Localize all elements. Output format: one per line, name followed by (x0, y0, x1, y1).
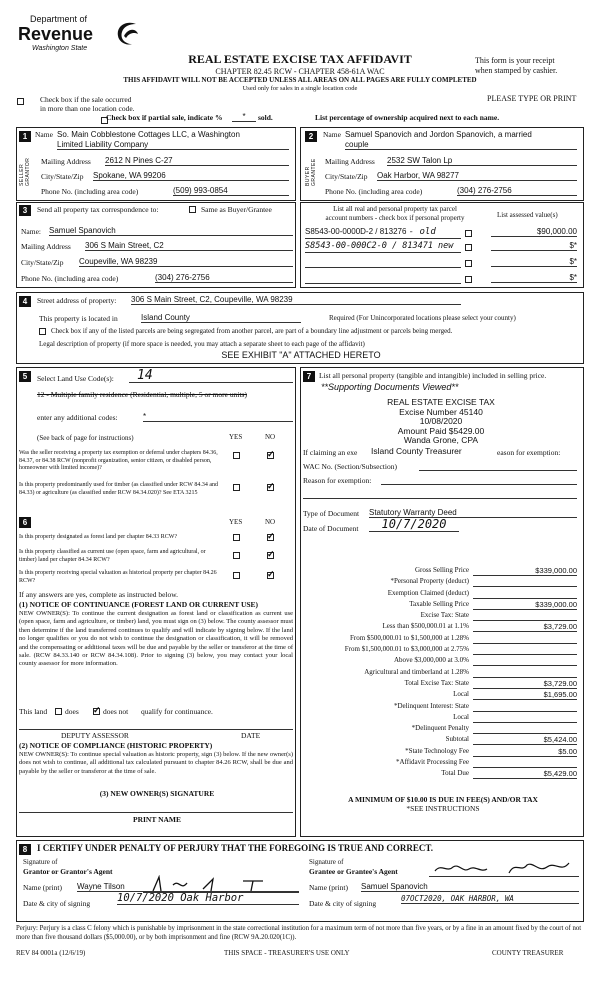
parcel-4-field[interactable] (305, 273, 461, 284)
section-7 (300, 367, 584, 837)
qualify-label: qualify for continuance. (141, 707, 213, 716)
reason-field-2[interactable] (303, 498, 577, 499)
seller-phone-field[interactable]: (509) 993-0854 (173, 186, 289, 196)
parcel-1-value[interactable]: $90,000.00 (491, 227, 577, 237)
multi-location-line2: in more than one location code. (40, 104, 135, 113)
parcels-header-2: account numbers - check box if personal property (325, 214, 465, 222)
parcel-3-value[interactable]: $* (491, 257, 577, 267)
tax-row (301, 589, 585, 600)
corr-mailing-field[interactable]: 306 S Main Street, C2 (85, 241, 293, 251)
parcel-4-personal-checkbox[interactable] (465, 276, 472, 283)
deputy-label: DEPUTY ASSESSOR (61, 731, 129, 740)
dept-line3: Washington State (32, 45, 88, 52)
supporting-docs-note: **Supporting Documents Viewed** (321, 382, 459, 392)
tax-row (301, 690, 585, 701)
doc-type-label: Type of Document (303, 509, 360, 518)
correspondence-section (16, 202, 296, 288)
multi-location-line1: Check box if the sale occurred (40, 95, 132, 104)
parcel-2-value[interactable]: $* (491, 241, 577, 251)
s6-q1-yes-checkbox[interactable] (233, 534, 240, 541)
tax-row-value[interactable] (473, 611, 577, 621)
seller-name-line1[interactable]: So. Main Cobblestone Cottages LLC, a Washington (57, 130, 240, 139)
section-7-number: 7 (303, 371, 315, 382)
assessed-header: List assessed value(s) (497, 211, 558, 219)
land-use-q1: Was the seller receiving a property tax exemption or deferral under chapters 84.36, 84.37, or 84.38 RCW (nonprofit organization, senior citizen, or disabled person, homeowner with limited income)? (19, 450, 218, 471)
tax-row-value[interactable]: $5,424.00 (473, 735, 577, 745)
tax-row-value[interactable]: $339,000.00 (473, 600, 577, 610)
additional-codes-label: enter any additional codes: (37, 413, 118, 422)
does-label: does (65, 707, 79, 716)
seller-city-field[interactable]: Spokane, WA 99206 (93, 171, 289, 181)
tax-row (301, 656, 585, 667)
tax-row-value[interactable]: $339,000.00 (473, 566, 577, 576)
location-label: This property is located in (39, 314, 118, 323)
treasurer-stamp (341, 398, 541, 446)
buyer-city-field[interactable]: Oak Harbor, WA 98277 (377, 171, 577, 181)
tax-row-value[interactable] (473, 634, 577, 644)
grantee-sig-label-2: Grantee or Grantee's Agent (309, 867, 398, 876)
grantor-date-label: Date & city of signing (23, 899, 91, 908)
ownership-note: List percentage of ownership acquired next to each name. (315, 113, 500, 122)
q1-no-checkbox[interactable] (267, 452, 274, 459)
tax-row-value[interactable] (473, 577, 577, 587)
q2-no-checkbox[interactable] (267, 484, 274, 491)
tax-row-value[interactable] (473, 645, 577, 655)
parcel-2-field[interactable] (305, 241, 461, 253)
grantor-sig-label-1: Signature of (23, 858, 58, 866)
seller-vertical-label: SELLER GRANTOR (19, 157, 31, 186)
q2-yes-checkbox[interactable] (233, 484, 240, 491)
corr-name-label: Name: (21, 227, 41, 236)
tax-row-value[interactable]: $3,729.00 (473, 679, 577, 689)
tax-row (301, 611, 585, 622)
buyer-name-line2[interactable]: couple (345, 140, 577, 150)
tax-row-value[interactable]: $3,729.00 (473, 622, 577, 632)
corr-name-field[interactable]: Samuel Spanovich (49, 226, 293, 236)
tax-row-value[interactable] (473, 713, 577, 723)
tax-row-label: *Affidavit Processing Fee (396, 758, 469, 767)
grantor-sig-label-2: Grantor or Grantor's Agent (23, 867, 113, 876)
buyer-section (300, 127, 584, 201)
tax-table (301, 566, 585, 781)
deputy-date-label: DATE (241, 731, 261, 740)
print-name-label: PRINT NAME (133, 815, 181, 824)
seller-mailing-label: Mailing Address (41, 157, 91, 166)
s6-q2: Is this property classified as current use (open space, farm and agricultural, or timber) land per chapter 84.34 RCW? (19, 549, 206, 563)
does-checkbox[interactable] (55, 708, 62, 715)
perjury-statement: Perjury: Perjury is a class C felony which is punishable by imprisonment in the state correctional institution for a maximum term of not more than five years, or by a fine in an amount fixed by the court of not more than five thousand dollars ($5,000.00), or by both imprisonment and fine (RCW 9A.20.020(1C)). (16, 925, 582, 941)
grantee-signature-icon (429, 859, 579, 877)
tax-row (301, 634, 585, 645)
personal-property-label: List all personal property (tangible and intangible) included in selling price. (319, 371, 547, 380)
claiming-label-end: eason for exemption: (497, 448, 561, 457)
parcel-2-personal-checkbox[interactable] (465, 244, 472, 251)
tax-row-label: Exemption Claimed (deduct) (387, 588, 469, 597)
stamp-line6: Island County Treasurer (371, 446, 462, 456)
tax-row (301, 577, 585, 588)
street-label: Street address of property: (37, 296, 117, 305)
stamp-line5: Wanda Grone, CPA (403, 435, 479, 445)
buyer-name-label: Name (323, 130, 341, 139)
unincorporated-note: Required (For Unincorporated locations please select your county) (329, 314, 516, 322)
please-type: PLEASE TYPE OR PRINT (487, 94, 577, 103)
dept-line2: Revenue (18, 24, 94, 44)
tax-row-label: Local (453, 712, 469, 721)
corr-city-field[interactable]: Coupeville, WA 98239 (79, 257, 293, 267)
tax-row-label: Subtotal (445, 735, 469, 744)
wac-field[interactable] (419, 470, 577, 471)
section-6-number: 6 (19, 517, 31, 528)
parcel-4-value[interactable]: $* (491, 273, 577, 283)
buyer-phone-label: Phone No. (including area code) (325, 187, 423, 196)
land-use-q2: Is this property predominantly used for timber (as classified under RCW 84.34 and 84.33) or agriculture (as classified under RCW 84.34.020)? See ETA 3215 (19, 482, 219, 496)
dor-logo (18, 14, 138, 74)
tax-row-label: Taxable Selling Price (409, 599, 469, 608)
tax-row-value[interactable] (473, 668, 577, 678)
seller-mailing-field[interactable]: 2612 N Pines C-27 (105, 156, 289, 166)
tax-row-label: From $1,500,000.01 to $3,000,000 at 2.75% (344, 645, 469, 654)
s6-q1: Is this property designated as forest land per chapter 84.33 RCW? (19, 534, 178, 540)
county-treasurer-label: COUNTY TREASURER (492, 949, 564, 957)
seller-city-label: City/State/Zip (41, 172, 84, 181)
new-owner-signature-label: (3) NEW OWNER(S) SIGNATURE (99, 789, 215, 798)
receipt-line2: when stamped by cashier. (475, 66, 558, 75)
tax-row-label: Total Due (441, 769, 469, 778)
seller-name-line2[interactable]: Limited Liability Company (57, 140, 289, 150)
grantee-signature-field[interactable] (429, 859, 579, 877)
yes-header-6: YES (229, 518, 243, 526)
tax-row (301, 769, 585, 780)
section-8-number: 8 (19, 844, 31, 855)
grantor-print-label: Name (print) (23, 883, 62, 892)
grantor-print-field[interactable]: Wayne Tilson (77, 882, 299, 892)
tax-row-label: *Delinquent Penalty (411, 724, 469, 733)
no-header-6: NO (265, 518, 276, 526)
minimum-note: A MINIMUM OF $10.00 IS DUE IN FEE(S) AND/OR TAX (348, 795, 538, 804)
multi-location-checkbox[interactable] (17, 98, 24, 105)
buyer-phone-field[interactable]: (304) 276-2756 (457, 186, 577, 196)
segregated-label: Check box if any of the listed parcels are being segregated from another parcel, are part of a boundary line adjustment or parcels being merged. (51, 327, 453, 335)
tax-row-label: Above $3,000,000 at 3.0% (393, 656, 469, 665)
grantee-print-label: Name (print) (309, 883, 348, 892)
land-use-select-label: Select Land Use Code(s): (37, 374, 114, 383)
reason-field[interactable] (381, 484, 577, 485)
does-not-checkbox[interactable] (93, 708, 100, 715)
section-6-bottom-border (16, 836, 296, 837)
new-owner-signature-line[interactable] (19, 812, 293, 813)
s6-q3-no-checkbox[interactable] (267, 572, 274, 579)
tax-row (301, 758, 585, 769)
stamp-line4: Amount Paid $5429.00 (397, 425, 485, 436)
tax-row (301, 645, 585, 656)
section-8 (16, 840, 584, 922)
receipt-line1: This form is your receipt (475, 56, 555, 65)
tax-row-value[interactable] (473, 589, 577, 599)
section-3-number: 3 (19, 205, 31, 216)
parcels-header-1: List all real and personal property tax parcel (333, 205, 457, 213)
notice1-text: NEW OWNER(S): To continue the current designation as forest land or classification as current use (open space, farm and agriculture, or timber) land, you must sign on (3) below. The county assessor must then determine if the land transferred continues to qualify and will indicate by signing below. If the land no longer qualifies or you do not wish to continue the designation or classification, it will be removed and the compensating or additional taxes will be due and payable by the seller or transferor at the time of sale. (RCW 84.33.140 or RCW 84.34.108). Prior to signing (3) below, you may contact your local county assessor for more information. (19, 610, 293, 668)
parcel-1-handwritten: - old (408, 227, 436, 237)
property-section (16, 292, 584, 364)
parcel-2-handwritten: S8543-00-000C2-0 / 813471 new (305, 241, 454, 251)
section-2-number: 2 (305, 131, 317, 142)
section-5-number: 5 (19, 371, 31, 382)
tax-row-value[interactable]: $5,429.00 (473, 769, 577, 779)
tax-row (301, 668, 585, 679)
claiming-label: If claiming an exe (303, 448, 358, 457)
corr-phone-field[interactable]: (304) 276-2756 (155, 273, 293, 283)
tax-row-label: Total Excise Tax: State (404, 678, 469, 687)
see-instructions-note: *SEE INSTRUCTIONS (406, 804, 480, 813)
yes-header-5: YES (229, 433, 243, 441)
notice1-title: (1) NOTICE OF CONTINUANCE (FOREST LAND OR CURRENT USE) (19, 600, 259, 609)
form-note: Used only for sales in a single location code (242, 85, 358, 92)
section-1-number: 1 (19, 131, 31, 142)
parcels-section (300, 202, 584, 288)
tax-row-value[interactable] (473, 656, 577, 666)
sold-label: sold. (258, 113, 273, 122)
tax-row (301, 735, 585, 746)
additional-codes-field[interactable]: * (143, 412, 293, 422)
wac-label: WAC No. (Section/Subsection) (303, 462, 397, 471)
grantor-date-field[interactable]: 10/7/2020 Oak Harbor (117, 892, 299, 905)
no-header-5: NO (265, 433, 276, 441)
parcel-1-personal-checkbox[interactable] (465, 230, 472, 237)
grantee-date-label: Date & city of signing (309, 899, 377, 908)
buyer-mailing-label: Mailing Address (325, 157, 375, 166)
land-use-code-handwritten[interactable]: 14 (137, 368, 153, 383)
section-6 (16, 517, 296, 837)
tax-row (301, 724, 585, 735)
same-as-buyer-label: Same as Buyer/Grantee (201, 205, 272, 214)
stamp-line2: Excise Number 45140 (399, 406, 483, 417)
notice2-text: NEW OWNER(S): To continue special valuation as historic property, sign (3) below. If the new owner(s) does not wish to continue, all additional tax calculated pursuant to chapter 84.26 RCW, shall be due and payable by the seller or transferor at the time of sale. (19, 751, 293, 775)
tax-row (301, 713, 585, 724)
s6-q2-no-checkbox[interactable] (267, 552, 274, 559)
tax-row-label: *Delinquent Interest: State (393, 701, 469, 710)
parcel-3-personal-checkbox[interactable] (465, 260, 472, 267)
parcel-1-field[interactable] (305, 227, 461, 239)
tax-row-value[interactable]: $5.00 (473, 747, 577, 757)
seller-section (16, 127, 296, 201)
deputy-line[interactable] (19, 729, 293, 730)
seller-phone-label: Phone No. (including area code) (41, 187, 139, 196)
tax-row-value[interactable] (473, 724, 577, 734)
land-use-code-line (129, 382, 293, 383)
buyer-city-label: City/State/Zip (325, 172, 368, 181)
treasurer-only-note: THIS SPACE - TREASURER'S USE ONLY (224, 949, 350, 957)
buyer-vertical-label: BUYER GRANTEE (305, 158, 317, 186)
certify-statement: I CERTIFY UNDER PENALTY OF PERJURY THAT THE FOREGOING IS TRUE AND CORRECT. (37, 843, 434, 853)
tax-row-label: *Personal Property (deduct) (390, 577, 469, 586)
tax-row-label: Gross Selling Price (414, 566, 469, 574)
tax-row (301, 702, 585, 713)
corr-phone-label: Phone No. (including area code) (21, 274, 119, 283)
parcel-1-account: S8543-00-0000D-2 / 813276 (305, 227, 407, 236)
tax-row (301, 622, 585, 633)
street-field[interactable]: 306 S Main Street, C2, Coupeville, WA 98239 (131, 295, 461, 305)
tax-row-label: Agricultural and timberland at 1.28% (364, 667, 469, 676)
seller-name-label: Name (35, 130, 53, 139)
land-use-section (16, 367, 296, 517)
reason-label: Reason for exemption: (303, 476, 372, 485)
doc-type-field[interactable]: Statutory Warranty Deed (369, 508, 577, 518)
grantee-sig-label-1: Signature of (309, 858, 344, 866)
tax-row (301, 679, 585, 690)
s6-q3: Is this property receiving special valuation as historical property per chapter 84.26 RCW? (19, 570, 217, 584)
tax-row-label: From $500,000.01 to $1,500,000 at 1.28% (350, 633, 469, 642)
buyer-mailing-field[interactable]: 2532 SW Talon Lp (387, 156, 577, 166)
land-use-struck-text: 12 - Multiple family residence (Residential, multiple, 5 or more units) (37, 390, 247, 399)
q1-yes-checkbox[interactable] (233, 452, 240, 459)
grantee-print-field[interactable]: Samuel Spanovich (361, 882, 579, 892)
correspondence-label: Send all property tax correspondence to: (37, 205, 159, 214)
does-not-label: does not (103, 707, 129, 716)
dept-line1: Department of (30, 14, 88, 24)
doc-date-field[interactable]: 10/7/2020 (369, 517, 459, 532)
doc-date-label: Date of Document (303, 524, 359, 533)
tax-row-label: *State Technology Fee (405, 746, 469, 755)
grantee-date-field[interactable]: 07OCT2020, OAK HARBOR, WA (401, 894, 579, 904)
stamp-line1: REAL ESTATE EXCISE TAX (387, 397, 495, 407)
tax-row-label: Local (453, 690, 469, 699)
buyer-name-line1[interactable]: Samuel Spanovich and Jordon Spanovich, a married (345, 130, 532, 139)
dor-swoosh-icon (114, 20, 140, 48)
this-land-label: This land (19, 707, 48, 716)
s6-q2-yes-checkbox[interactable] (233, 552, 240, 559)
corr-mailing-label: Mailing Address (21, 242, 71, 251)
notice2-title: (2) NOTICE OF COMPLIANCE (HISTORIC PROPERTY) (19, 741, 213, 750)
form-revision: REV 84 0001a (12/6/19) (16, 949, 86, 957)
tax-row-label: Less than $500,000.01 at 1.1% (382, 622, 469, 631)
partial-sale-label: Check box if partial sale, indicate % (106, 113, 223, 122)
tax-row-label: Excise Tax: State (420, 611, 469, 620)
tax-row-value[interactable] (473, 758, 577, 768)
form-warning: THIS AFFIDAVIT WILL NOT BE ACCEPTED UNLESS ALL AREAS ON ALL PAGES ARE FULLY COMPLETED (123, 76, 477, 84)
legal-label: Legal description of property (if more space is needed, you may attach a separate sheet to each page of the affidavit) (39, 340, 365, 348)
legal-description[interactable]: SEE EXHIBIT "A" ATTACHED HERETO (221, 350, 381, 360)
partial-sale-percent[interactable]: * (232, 112, 256, 122)
segregated-checkbox[interactable] (39, 328, 46, 335)
tax-row-value[interactable]: $1,695.00 (473, 690, 577, 700)
see-back-note: (See back of page for instructions) (37, 434, 134, 442)
tax-row (301, 747, 585, 758)
tax-row-value[interactable] (473, 702, 577, 712)
section-4-number: 4 (19, 296, 31, 307)
parcel-3-field[interactable] (305, 257, 461, 268)
form-subtitle: CHAPTER 82.45 RCW - CHAPTER 458-61A WAC (215, 67, 385, 76)
s6-q1-no-checkbox[interactable] (267, 534, 274, 541)
corr-city-label: City/State/Zip (21, 258, 64, 267)
s6-q3-yes-checkbox[interactable] (233, 572, 240, 579)
location-field[interactable]: Island County (141, 313, 301, 323)
tax-row (301, 600, 585, 611)
tax-row (301, 566, 585, 577)
form-title: REAL ESTATE EXCISE TAX AFFIDAVIT (188, 52, 412, 66)
stamp-line3: 10/08/2020 (419, 416, 463, 426)
if-yes-note: If any answers are yes, complete as instructed below. (19, 590, 179, 599)
same-as-buyer-checkbox[interactable] (189, 206, 196, 213)
